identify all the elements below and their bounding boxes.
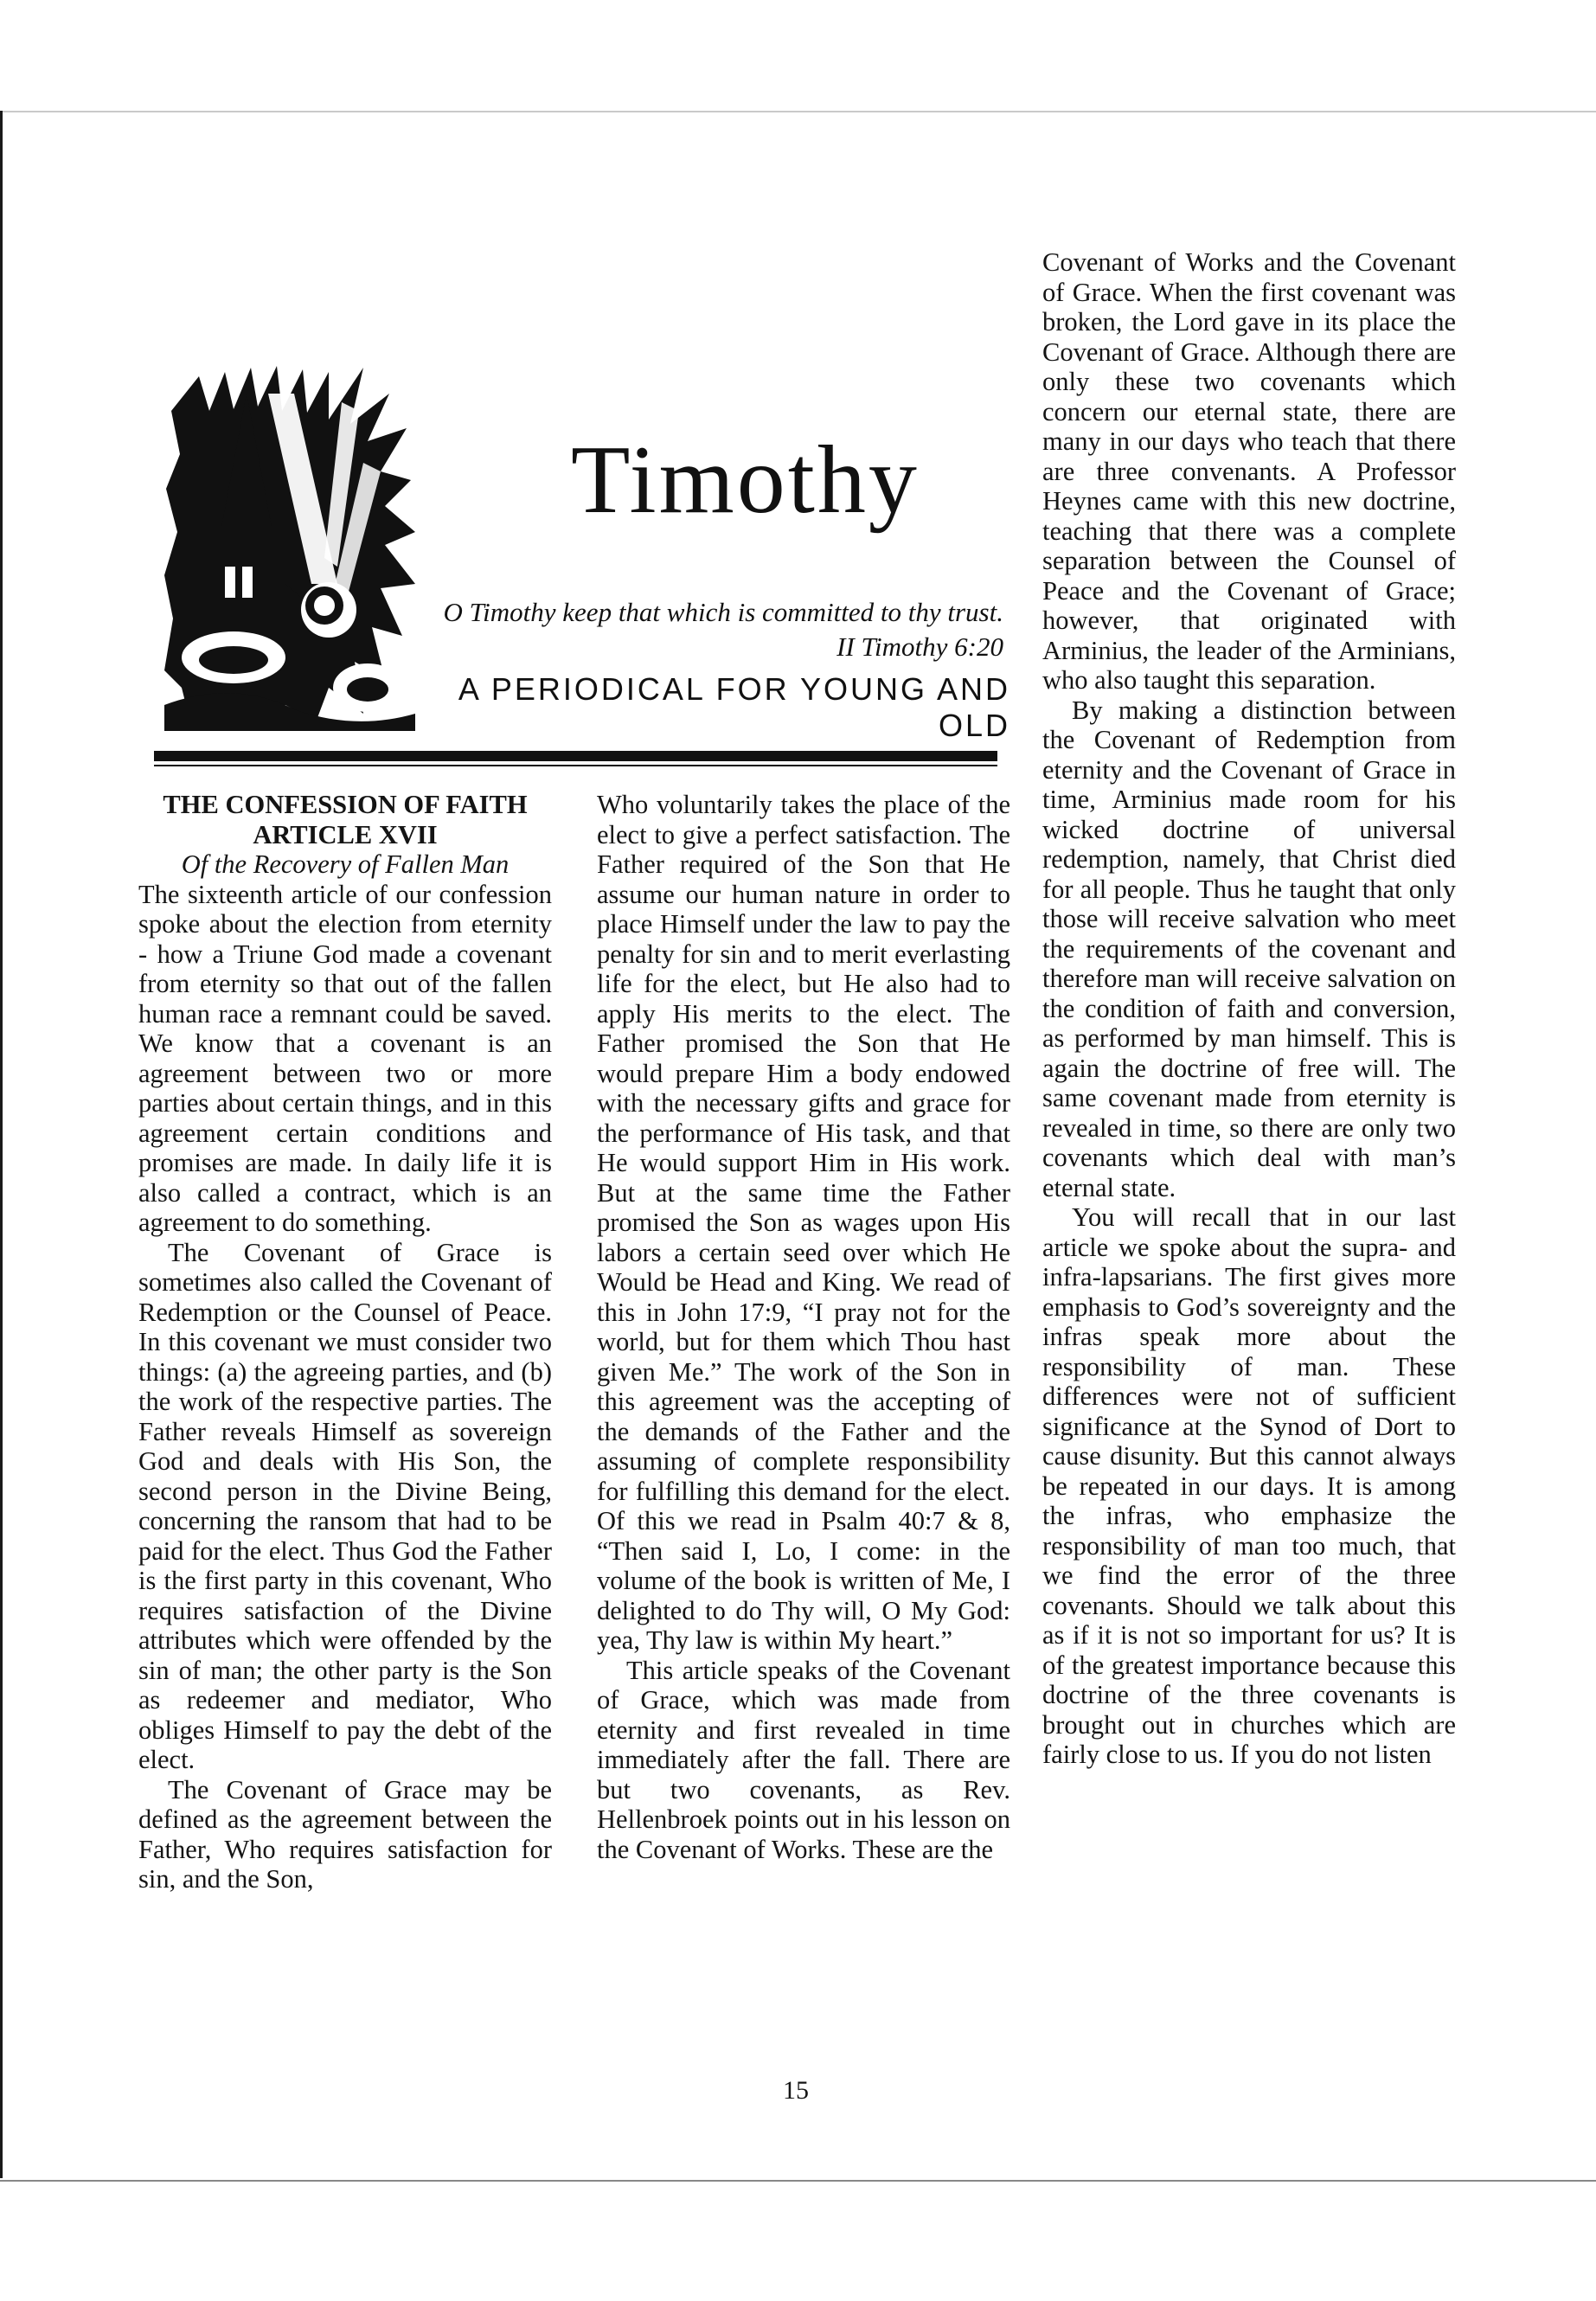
article-paragraph: The sixteenth article of our confession spoke about the election from eternity - how a Triune God made a covenant from eternity so that out of the fallen human race a remnant could be saved. We know that a covenant is an agreement between two or more parties about certain things, and in this agreement certain conditions and promises are made. In daily life it is also called a contract, which is an agreement to do something.: [138, 879, 552, 1237]
article-paragraph: The Covenant of Grace may be defined as the agreement between the Father, Who requires satisfaction for sin, and the Son,: [138, 1774, 552, 1894]
motto-reference: II Timothy 6:20: [836, 631, 1003, 662]
article-paragraph: You will recall that in our last article we spoke about the supra- and infra-lapsarians. The first gives more emphasis to God’s sovereignty and the infras speak more about the responsibility of man. These differences were not of sufficient significance at the Synod of Dort to cause disunity. But this cannot always be repeated in our days. It is among the infras, who emphasize the responsibility of man too much, that we find the error of the three covenants. Should we talk about this as if it is not so important for us? It is of the greatest importance because this doctrine of the three covenants is brought out in churches which are fairly close to us. If you do not listen: [1042, 1202, 1456, 1769]
scan-edge-left: [0, 111, 3, 2178]
article-column-1: [138, 790, 552, 1894]
article-number: ARTICLE XVII: [253, 819, 438, 849]
masthead-rule-thin: [154, 765, 997, 766]
masthead-tagline: A PERIODICAL FOR YOUNG AND OLD: [458, 671, 1010, 743]
masthead-rule: [154, 751, 997, 761]
church-steeple-icon: [164, 359, 415, 731]
scan-edge-top: [0, 111, 1596, 112]
article-subheading: Of the Recovery of Fallen Man: [181, 849, 510, 879]
article-paragraph: The Covenant of Grace is sometimes also called the Covenant of Redemption or the Counsel of Peace. In this covenant we must consider two things: (a) the agreeing parties, and (b) the work of the respective parties. The Father reveals Himself as sovereign God and deals with His Son, the second person in the Divine Being, concerning the ransom that had to be paid for the elect. Thus God the Father is the first party in this covenant, Who requires satisfaction of the Divine attributes which were offended by the sin of man; the other party is the Son as redeemer and mediator, Who obliges Himself to pay the debt of the elect.: [138, 1237, 552, 1774]
masthead-title: Timothy: [571, 426, 920, 534]
article-column-3: [1042, 247, 1456, 1770]
article-paragraph: This article speaks of the Covenant of Grace, which was made from eternity and first revealed in time immediately after the fall. There are but two covenants, as Rev. Hellenbroek points out in his lesson on the Covenant of Works. These are the: [597, 1655, 1010, 1864]
masthead-motto: [415, 595, 1003, 664]
article-paragraph: Covenant of Works and the Covenant of Grace. When the first covenant was broken, the Lord gave in its place the Covenant of Grace. Although there are only these two covenants which concern our eternal state, there are many in our days who teach that there are three convenants. A Professor Heynes came with this new doctrine, teaching that there was a complete separation between the Counsel of Peace and the Covenant of Grace; however, that originated with Arminius, the leader of the Arminians, who also taught this separation.: [1042, 247, 1456, 695]
scan-edge-bottom: [0, 2180, 1596, 2182]
motto-text: O Timothy keep that which is committed to thy trust.: [443, 597, 1003, 627]
article-heading: THE CONFESSION OF FAITH: [163, 790, 528, 819]
article-paragraph: Who voluntarily takes the place of the elect to give a perfect satisfaction. The Father required of the Son that He assume our human nature in order to place Himself under the law to pay the penalty for sin and to merit everlasting life for the elect, but He also had to apply His merits to the elect. The Father promised the Son that He would prepare Him a body endowed with the necessary gifts and grace for the performance of His task, and that He would support Him in His work. But at the same time the Father promised the Son as wages upon His labors a certain seed over which He Would be Head and King. We read of this in John 17:9, “I pray not for the world, but for them which Thou hast given Me.” The work of the Son in this agreement was the accepting of the demands of the Father and the assuming of complete responsibility for fulfilling this demand for the elect. Of this we read in Psalm 40:7 & 8, “Then said I, Lo, I come: in the volume of the book is written of Me, I delighted to do Thy will, O My God: yea, Thy law is within My heart.”: [597, 790, 1010, 1655]
article-column-2: [597, 790, 1010, 1864]
page-number: 15: [783, 2076, 809, 2105]
article-paragraph: By making a distinction between the Covenant of Redemption from eternity and the Covenant of Grace in time, Arminius made room for his wicked doctrine of universal redemption, namely, that Christ died for all people. Thus he taught that only those will receive salvation who meet the requirements of the covenant and therefore man will receive salvation on the condition of faith and conversion, as performed by man himself. This is again the doctrine of free will. The same covenant made from eternity is revealed in time, so there are only two covenants which deal with man’s eternal state.: [1042, 695, 1456, 1202]
